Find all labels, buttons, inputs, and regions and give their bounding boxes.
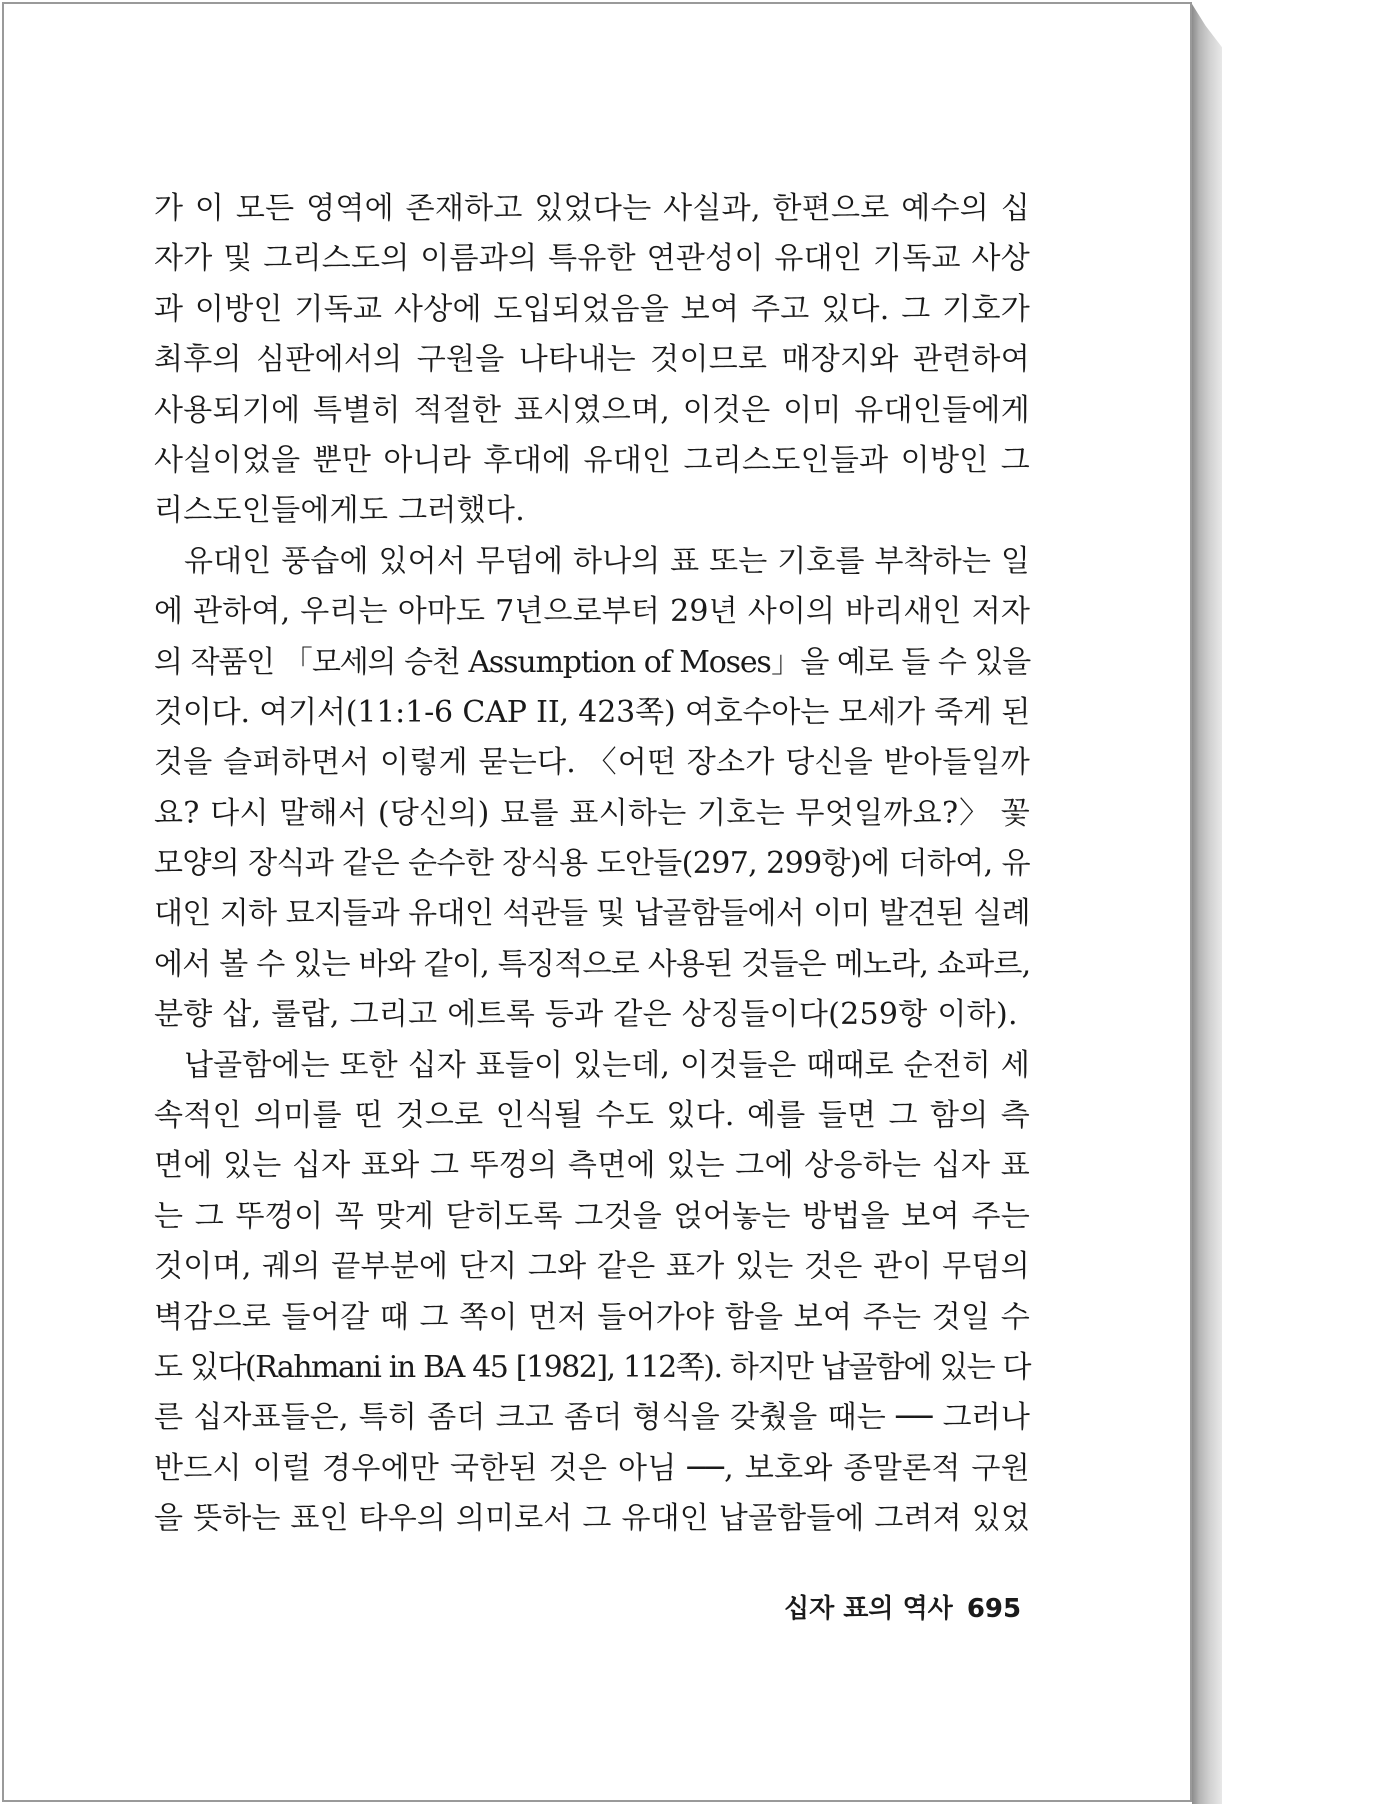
paragraph-3 <box>154 1041 1030 1545</box>
text-line: 른 십자표들은, 특히 좀더 크고 좀더 형식을 갖췄을 때는 ── 그러나 <box>154 1400 1030 1436</box>
text-line: 사용되기에 특별히 적절한 표시였으며, 이것은 이미 유대인들에게 <box>154 392 1030 428</box>
text-line: 는 그 뚜껑이 꼭 맞게 닫히도록 그것을 얹어놓는 방법을 보여 주는 <box>154 1198 1030 1234</box>
text-line: 가 이 모든 영역에 존재하고 있었다는 사실과, 한편으로 예수의 십 <box>154 191 1030 226</box>
text-line: 리스도인들에게도 그러했다. <box>154 493 526 529</box>
text-line: 것을 슬퍼하면서 이렇게 묻는다. 〈어떤 장소가 당신을 받아들일까 <box>154 745 1030 781</box>
text-line: 의 작품인 「모세의 승천 Assumption of Moses」을 예로 들 수 있을 <box>154 644 1030 680</box>
page-footer <box>784 1588 1022 1625</box>
text-line: 사실이었을 뿐만 아니라 후대에 유대인 그리스도인들과 이방인 그 <box>154 442 1030 478</box>
text-line: 에 관하여, 우리는 아마도 7년으로부터 29년 사이의 바리새인 저자 <box>154 594 1030 630</box>
paragraph-2 <box>154 537 1030 1041</box>
paragraph-1 <box>154 184 1030 537</box>
text-line: 모양의 장식과 같은 순수한 장식용 도안들(297, 299항)에 더하여, 유 <box>154 846 1030 882</box>
text-line: 최후의 심판에서의 구원을 나타내는 것이므로 매장지와 관련하여 <box>154 342 1030 378</box>
text-line: 도 있다(Rahmani in BA 45 [1982], 112쪽). 하지만 납골함에 있는 다 <box>154 1349 1030 1385</box>
running-title: 십자 표의 역사 <box>784 1594 953 1624</box>
text-line: 에서 볼 수 있는 바와 같이, 특징적으로 사용된 것들은 메노라, 쇼파르, <box>154 946 1031 982</box>
text-line: 것이다. 여기서(11:1-6 CAP II, 423쪽) 여호수아는 모세가 죽게 된 <box>154 694 1031 730</box>
text-line: 면에 있는 십자 표와 그 뚜껑의 측면에 있는 그에 상응하는 십자 표 <box>154 1148 1030 1184</box>
text-line: 대인 지하 묘지들과 유대인 석관들 및 납골함들에서 이미 발견된 실례 <box>154 896 1030 932</box>
text-line: 납골함에는 또한 십자 표들이 있는데, 이것들은 때때로 순전히 세 <box>184 1047 1030 1083</box>
text-line: 자가 및 그리스도의 이름과의 특유한 연관성이 유대인 기독교 사상 <box>154 241 1030 277</box>
book-page <box>2 2 1192 1802</box>
text-line: 분향 삽, 룰랍, 그리고 에트록 등과 같은 상징들이다(259항 이하). <box>154 997 1018 1033</box>
text-line: 것이며, 궤의 끝부분에 단지 그와 같은 표가 있는 것은 관이 무덤의 <box>154 1249 1030 1285</box>
text-line: 을 뜻하는 표인 타우의 의미로서 그 유대인 납골함들에 그려져 있었 <box>154 1501 1030 1537</box>
text-line: 요? 다시 말해서 (당신의) 묘를 표시하는 기호는 무엇일까요?〉 꽃 <box>154 795 1030 831</box>
text-line: 유대인 풍습에 있어서 무덤에 하나의 표 또는 기호를 부착하는 일 <box>184 543 1030 579</box>
page-number: 695 <box>966 1594 1022 1624</box>
text-line: 과 이방인 기독교 사상에 도입되었음을 보여 주고 있다. 그 기호가 <box>154 291 1030 327</box>
text-line: 반드시 이럴 경우에만 국한된 것은 아님 ──, 보호와 종말론적 구원 <box>154 1450 1030 1486</box>
text-line: 속적인 의미를 띤 것으로 인식될 수도 있다. 예를 들면 그 함의 측 <box>154 1098 1030 1134</box>
page-thickness-edge <box>1192 4 1222 1804</box>
text-line: 벽감으로 들어갈 때 그 쪽이 먼저 들어가야 함을 보여 주는 것일 수 <box>154 1299 1030 1335</box>
body-text <box>154 184 1030 1545</box>
